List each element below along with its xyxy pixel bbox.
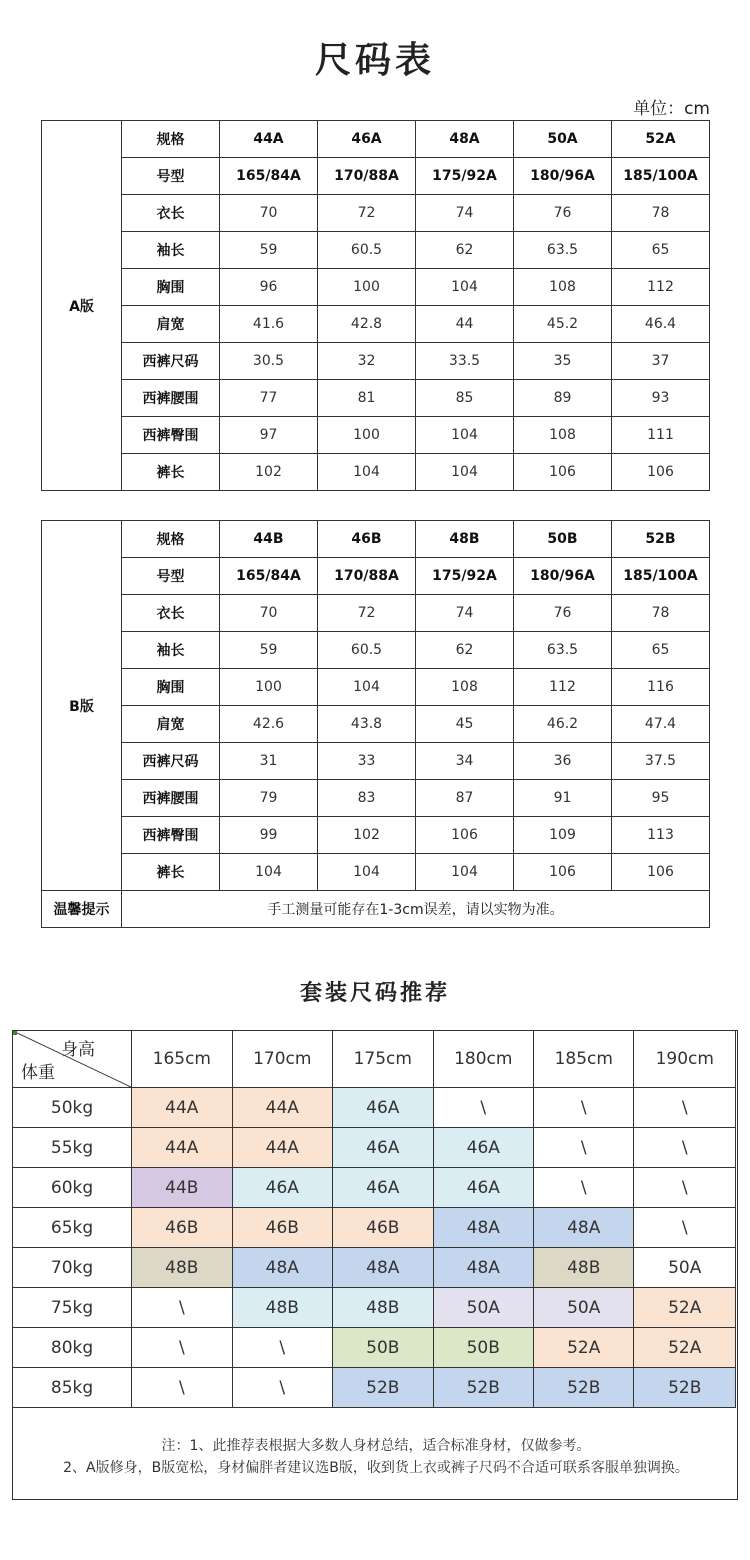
recommend-table	[12, 1030, 736, 1408]
recommend-cell: 52B	[534, 1368, 634, 1408]
recommend-cell: \	[634, 1128, 736, 1168]
row-label: 西裤腰围	[122, 780, 220, 817]
recommend-cell: \	[634, 1168, 736, 1208]
table-cell: 62	[416, 232, 514, 269]
table-cell: 59	[220, 632, 318, 669]
size-header: 44B	[220, 521, 318, 558]
table-cell: 76	[514, 195, 612, 232]
recommend-cell: 52A	[534, 1328, 634, 1368]
recommend-cell: 46A	[333, 1128, 433, 1168]
height-axis-label: 身高	[61, 1040, 96, 1060]
table-cell: 83	[318, 780, 416, 817]
recommend-cell: 46B	[132, 1208, 232, 1248]
recommend-cell: \	[634, 1208, 736, 1248]
recommend-cell: 50A	[433, 1288, 533, 1328]
table-cell: 102	[318, 817, 416, 854]
height-header: 190cm	[634, 1031, 736, 1088]
table-row	[42, 454, 710, 491]
row-label: 号型	[122, 558, 220, 595]
recommend-cell: 48A	[433, 1248, 533, 1288]
row-label: 西裤腰围	[122, 380, 220, 417]
note-line-2: 2、A版修身，B版宽松，身材偏胖者建议选B版，收到货上衣或裤子尺码不合适可联系客服单独调换。	[63, 1460, 689, 1476]
recommend-cell: 46B	[232, 1208, 332, 1248]
table-cell: 65	[612, 632, 710, 669]
recommend-cell: \	[132, 1288, 232, 1328]
table-row	[42, 706, 710, 743]
table-cell: 34	[416, 743, 514, 780]
table-cell: 77	[220, 380, 318, 417]
recommend-cell: \	[232, 1368, 332, 1408]
table-row	[42, 558, 710, 595]
recommend-cell: 46A	[333, 1168, 433, 1208]
weight-label: 60kg	[13, 1168, 132, 1208]
recommend-row	[13, 1168, 736, 1208]
size-table-b	[41, 520, 710, 928]
table-cell: 60.5	[318, 632, 416, 669]
table-row	[42, 269, 710, 306]
table-cell: 95	[612, 780, 710, 817]
row-label: 西裤尺码	[122, 743, 220, 780]
recommend-cell: \	[634, 1088, 736, 1128]
size-table-b-body	[42, 521, 710, 928]
table-row	[42, 195, 710, 232]
table-cell: 100	[318, 269, 416, 306]
weight-label: 80kg	[13, 1328, 132, 1368]
table-cell: 165/84A	[220, 558, 318, 595]
recommend-cell: 48B	[232, 1288, 332, 1328]
recommend-cell: 50A	[534, 1288, 634, 1328]
table-cell: 175/92A	[416, 558, 514, 595]
table-cell: 62	[416, 632, 514, 669]
table-cell: 36	[514, 743, 612, 780]
recommend-cell: 52B	[333, 1368, 433, 1408]
table-cell: 97	[220, 417, 318, 454]
row-label: 西裤臀围	[122, 817, 220, 854]
weight-label: 85kg	[13, 1368, 132, 1408]
row-label: 胸围	[122, 669, 220, 706]
spec-label: 规格	[122, 121, 220, 158]
size-header: 50A	[514, 121, 612, 158]
recommend-cell: 44A	[232, 1088, 332, 1128]
recommend-cell: \	[534, 1128, 634, 1168]
table-cell: 108	[416, 669, 514, 706]
recommend-cell: 48A	[232, 1248, 332, 1288]
size-table-a-body	[42, 121, 710, 491]
table-cell: 112	[514, 669, 612, 706]
table-cell: 99	[220, 817, 318, 854]
recommend-cell: 52B	[634, 1368, 736, 1408]
table-cell: 180/96A	[514, 158, 612, 195]
table-cell: 104	[416, 854, 514, 891]
table-cell: 76	[514, 595, 612, 632]
recommend-cell: 50A	[634, 1248, 736, 1288]
table-row	[42, 417, 710, 454]
table-header-row	[42, 121, 710, 158]
recommend-cell: 52B	[433, 1368, 533, 1408]
recommend-row	[13, 1088, 736, 1128]
table-row	[42, 854, 710, 891]
table-cell: 45.2	[514, 306, 612, 343]
table-header-row	[42, 521, 710, 558]
size-header: 46A	[318, 121, 416, 158]
table-cell: 165/84A	[220, 158, 318, 195]
table-cell: 72	[318, 195, 416, 232]
page-title: 尺码表	[314, 40, 435, 81]
table-cell: 104	[318, 854, 416, 891]
table-cell: 106	[416, 817, 514, 854]
table-cell: 91	[514, 780, 612, 817]
recommend-cell: 44A	[132, 1128, 232, 1168]
table-cell: 70	[220, 595, 318, 632]
recommend-cell: \	[433, 1088, 533, 1128]
size-header: 52A	[612, 121, 710, 158]
note-line-1: 注：1、此推荐表根据大多数人身材总结，适合标准身材，仅做参考。	[161, 1438, 591, 1454]
table-cell: 33.5	[416, 343, 514, 380]
table-cell: 60.5	[318, 232, 416, 269]
row-label: 肩宽	[122, 706, 220, 743]
tip-text: 手工测量可能存在1-3cm误差，请以实物为准。	[122, 891, 710, 928]
table-cell: 116	[612, 669, 710, 706]
table-row	[42, 817, 710, 854]
table-cell: 65	[612, 232, 710, 269]
table-cell: 74	[416, 595, 514, 632]
table-cell: 104	[416, 269, 514, 306]
table-row	[42, 632, 710, 669]
height-header: 170cm	[232, 1031, 332, 1088]
group-label: A版	[42, 121, 122, 491]
recommend-cell: 48B	[534, 1248, 634, 1288]
recommend-cell: \	[534, 1168, 634, 1208]
table-cell: 46.2	[514, 706, 612, 743]
table-cell: 104	[318, 454, 416, 491]
recommend-cell: \	[232, 1328, 332, 1368]
recommend-cell: 52A	[634, 1288, 736, 1328]
table-row	[42, 380, 710, 417]
size-header: 44A	[220, 121, 318, 158]
table-cell: 37	[612, 343, 710, 380]
recommend-row	[13, 1328, 736, 1368]
table-cell: 47.4	[612, 706, 710, 743]
table-cell: 30.5	[220, 343, 318, 380]
row-label: 袖长	[122, 232, 220, 269]
table-cell: 113	[612, 817, 710, 854]
table-row	[42, 232, 710, 269]
table-cell: 185/100A	[612, 558, 710, 595]
row-label: 号型	[122, 158, 220, 195]
table-row	[42, 669, 710, 706]
table-cell: 63.5	[514, 232, 612, 269]
recommend-header-row	[13, 1031, 736, 1088]
weight-label: 55kg	[13, 1128, 132, 1168]
recommend-row	[13, 1288, 736, 1328]
table-cell: 46.4	[612, 306, 710, 343]
row-label: 西裤尺码	[122, 343, 220, 380]
table-cell: 100	[220, 669, 318, 706]
recommend-cell: 46B	[333, 1208, 433, 1248]
table-cell: 106	[612, 454, 710, 491]
recommend-cell: 44A	[132, 1088, 232, 1128]
recommend-cell: 50B	[333, 1328, 433, 1368]
table-row	[42, 306, 710, 343]
table-cell: 104	[416, 454, 514, 491]
table-cell: 102	[220, 454, 318, 491]
table-cell: 59	[220, 232, 318, 269]
table-cell: 89	[514, 380, 612, 417]
row-label: 裤长	[122, 454, 220, 491]
recommend-cell: \	[132, 1368, 232, 1408]
group-label: B版	[42, 521, 122, 891]
table-cell: 104	[220, 854, 318, 891]
table-cell: 42.6	[220, 706, 318, 743]
corner-cell	[13, 1031, 132, 1088]
row-label: 袖长	[122, 632, 220, 669]
table-cell: 104	[416, 417, 514, 454]
recommend-cell: 46A	[232, 1168, 332, 1208]
row-label: 衣长	[122, 195, 220, 232]
recommend-title: 套装尺码推荐	[299, 981, 450, 1006]
size-header: 50B	[514, 521, 612, 558]
recommend-cell: 46A	[433, 1128, 533, 1168]
height-header: 185cm	[534, 1031, 634, 1088]
row-label: 衣长	[122, 595, 220, 632]
recommend-row	[13, 1208, 736, 1248]
table-row	[42, 743, 710, 780]
recommend-cell: 44B	[132, 1168, 232, 1208]
recommend-panel	[12, 1030, 738, 1500]
table-cell: 72	[318, 595, 416, 632]
height-header: 165cm	[132, 1031, 232, 1088]
tip-row	[42, 891, 710, 928]
table-cell: 74	[416, 195, 514, 232]
table-cell: 106	[514, 454, 612, 491]
table-cell: 109	[514, 817, 612, 854]
table-cell: 81	[318, 380, 416, 417]
table-cell: 108	[514, 269, 612, 306]
tip-label: 温馨提示	[42, 891, 122, 928]
height-header: 175cm	[333, 1031, 433, 1088]
table-cell: 45	[416, 706, 514, 743]
weight-axis-label: 体重	[21, 1063, 55, 1083]
row-label: 胸围	[122, 269, 220, 306]
recommend-row	[13, 1368, 736, 1408]
table-cell: 42.8	[318, 306, 416, 343]
weight-label: 50kg	[13, 1088, 132, 1128]
recommend-cell: 48B	[132, 1248, 232, 1288]
table-cell: 106	[612, 854, 710, 891]
row-label: 肩宽	[122, 306, 220, 343]
recommend-cell: 46A	[433, 1168, 533, 1208]
table-cell: 35	[514, 343, 612, 380]
table-cell: 78	[612, 195, 710, 232]
table-cell: 106	[514, 854, 612, 891]
recommend-row	[13, 1248, 736, 1288]
recommend-cell: \	[132, 1328, 232, 1368]
table-cell: 32	[318, 343, 416, 380]
weight-label: 65kg	[13, 1208, 132, 1248]
table-cell: 180/96A	[514, 558, 612, 595]
table-cell: 70	[220, 195, 318, 232]
table-row	[42, 158, 710, 195]
weight-label: 75kg	[13, 1288, 132, 1328]
table-cell: 170/88A	[318, 158, 416, 195]
spec-label: 规格	[122, 521, 220, 558]
row-label: 裤长	[122, 854, 220, 891]
recommend-cell: 48A	[433, 1208, 533, 1248]
table-cell: 33	[318, 743, 416, 780]
row-label: 西裤臀围	[122, 417, 220, 454]
table-cell: 100	[318, 417, 416, 454]
table-cell: 112	[612, 269, 710, 306]
recommend-cell: 48A	[534, 1208, 634, 1248]
table-cell: 170/88A	[318, 558, 416, 595]
size-header: 48A	[416, 121, 514, 158]
table-cell: 78	[612, 595, 710, 632]
recommend-cell: 48B	[333, 1288, 433, 1328]
size-header: 52B	[612, 521, 710, 558]
size-header: 46B	[318, 521, 416, 558]
table-row	[42, 780, 710, 817]
table-cell: 31	[220, 743, 318, 780]
recommend-cell: 50B	[433, 1328, 533, 1368]
table-cell: 79	[220, 780, 318, 817]
table-cell: 87	[416, 780, 514, 817]
recommend-notes	[13, 1435, 739, 1479]
table-cell: 93	[612, 380, 710, 417]
recommend-row	[13, 1128, 736, 1168]
height-header: 180cm	[433, 1031, 533, 1088]
table-cell: 185/100A	[612, 158, 710, 195]
table-cell: 41.6	[220, 306, 318, 343]
recommend-cell: 48A	[333, 1248, 433, 1288]
table-row	[42, 595, 710, 632]
size-header: 48B	[416, 521, 514, 558]
table-cell: 175/92A	[416, 158, 514, 195]
table-cell: 111	[612, 417, 710, 454]
table-cell: 37.5	[612, 743, 710, 780]
size-table-a	[41, 120, 710, 491]
recommend-cell: \	[534, 1088, 634, 1128]
table-cell: 63.5	[514, 632, 612, 669]
table-cell: 104	[318, 669, 416, 706]
table-cell: 108	[514, 417, 612, 454]
weight-label: 70kg	[13, 1248, 132, 1288]
unit-label: 单位：cm	[633, 99, 710, 119]
recommend-cell: 46A	[333, 1088, 433, 1128]
recommend-cell: 44A	[232, 1128, 332, 1168]
table-row	[42, 343, 710, 380]
table-cell: 44	[416, 306, 514, 343]
table-cell: 43.8	[318, 706, 416, 743]
table-cell: 96	[220, 269, 318, 306]
table-cell: 85	[416, 380, 514, 417]
recommend-cell: 52A	[634, 1328, 736, 1368]
